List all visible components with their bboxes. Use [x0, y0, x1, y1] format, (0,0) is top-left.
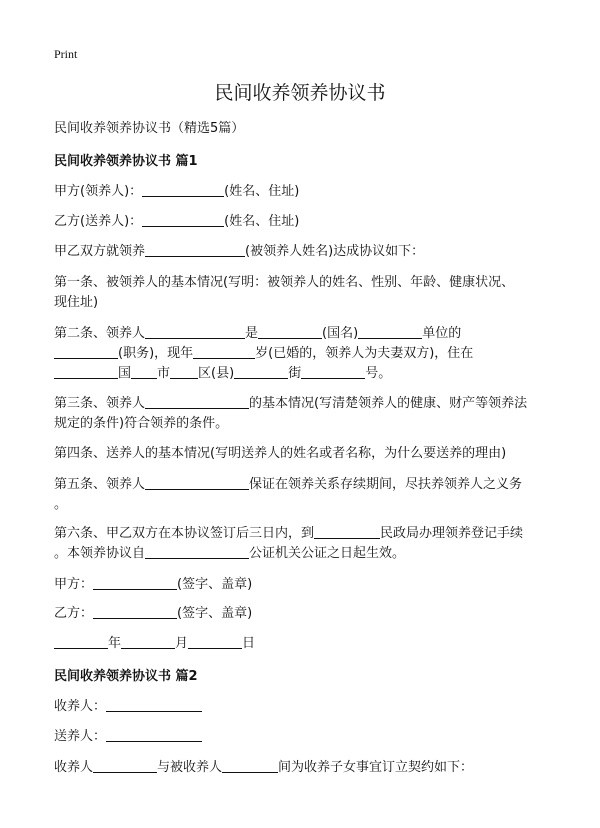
adopter-blank: [106, 696, 202, 712]
party-b-label: 乙方(送养人)：: [54, 214, 143, 229]
intro-line: [54, 241, 424, 263]
article2-blank-1: [145, 323, 245, 339]
date-line: [54, 633, 255, 655]
article6-line2: [54, 543, 405, 565]
article6-text-3: 。本领养协议自: [54, 546, 146, 561]
sender-label: 送养人：: [54, 729, 107, 744]
article5-text-2: 保证在领养关系存续期间，尽扶养领养人之义务: [249, 477, 523, 492]
article5-line1: [54, 474, 522, 496]
signature-b-line: [54, 603, 252, 625]
section2-intro-line: [54, 757, 473, 779]
article6-blank-2: [145, 543, 249, 559]
article2-blank-8: [170, 363, 198, 379]
signature-a-suffix: (签字、盖章): [177, 577, 253, 592]
article3-line2: 规定的条件)符合领养的条件。: [54, 416, 229, 431]
party-a-label: 甲方(领养人)：: [54, 184, 143, 199]
section2-intro-text-2: 与被收养人: [157, 760, 223, 775]
article2-line1: [54, 323, 461, 345]
article5-blank: [145, 474, 249, 490]
article2-text-6: 岁(已婚的，领养人为夫妻双方)，住在: [255, 346, 474, 361]
article2-blank-2: [258, 323, 322, 339]
section2-heading: 民间收养领养协议书 篇2: [54, 669, 198, 684]
article2-blank-4: [54, 343, 118, 359]
adopter-label: 收养人：: [54, 699, 107, 714]
article2-text-5: (职务)，现年: [118, 346, 194, 361]
signature-a-line: [54, 574, 252, 596]
day-label: 日: [242, 636, 256, 651]
intro-prefix: 甲乙双方就领养: [54, 244, 146, 259]
article2-line2: [54, 343, 473, 365]
party-a-suffix: (姓名、住址): [224, 184, 300, 199]
section2-intro-blank-1: [93, 757, 157, 773]
article5-line2: 。: [54, 497, 68, 512]
article4-line: 第四条、送养人的基本情况(写明送养人的姓名或者名称，为什么要送养的理由): [54, 446, 507, 461]
article2-text-3: (国名): [322, 326, 359, 341]
section1-heading: 民间收养领养协议书 篇1: [54, 154, 198, 169]
article6-text-1: 第六条、甲乙双方在本协议签订后三日内，到: [54, 526, 315, 541]
article3-text-2: 的基本情况(写清楚领养人的健康、财产等领养法: [249, 396, 528, 411]
year-blank: [54, 633, 108, 649]
sender-blank: [106, 726, 202, 742]
article2-text-9: 区(县): [198, 366, 235, 381]
signature-b-label: 乙方：: [54, 606, 94, 621]
article2-blank-9: [234, 363, 288, 379]
article2-blank-5: [193, 343, 255, 359]
document-subtitle: 民间收养领养协议书（精选5篇）: [54, 121, 245, 136]
article3-text-1: 第三条、领养人: [54, 396, 146, 411]
party-b-suffix: (姓名、住址): [224, 214, 300, 229]
article2-blank-7: [131, 363, 157, 379]
article2-text-4: 单位的: [422, 326, 462, 341]
sender-line: [54, 726, 202, 748]
article1-line2: 现住址): [54, 295, 99, 310]
article2-text-1: 第二条、领养人: [54, 326, 146, 341]
signature-b-suffix: (签字、盖章): [177, 606, 253, 621]
party-a-blank: [142, 181, 224, 197]
party-a-line: [54, 181, 299, 203]
article2-text-8: 市: [157, 366, 171, 381]
article6-blank-1: [314, 523, 380, 539]
intro-blank: [145, 241, 245, 257]
article3-blank: [145, 393, 249, 409]
month-blank: [121, 633, 175, 649]
article2-blank-3: [358, 323, 422, 339]
article2-blank-6: [54, 363, 118, 379]
article2-blank-10: [301, 363, 365, 379]
article2-text-7: 国: [118, 366, 132, 381]
section2-intro-text-3: 间为收养子女事宜订立契约如下：: [278, 760, 474, 775]
signature-a-label: 甲方：: [54, 577, 94, 592]
signature-b-blank: [93, 603, 177, 619]
section2-intro-blank-2: [222, 757, 278, 773]
adopter-line: [54, 696, 202, 718]
month-label: 月: [175, 636, 189, 651]
article2-text-11: 号。: [365, 366, 392, 381]
year-label: 年: [108, 636, 122, 651]
article2-line3: [54, 363, 391, 385]
document-title: 民间收养领养协议书: [214, 82, 386, 104]
party-b-blank: [142, 211, 224, 227]
party-b-line: [54, 211, 299, 233]
article6-text-4: 公证机关公证之日起生效。: [249, 546, 406, 561]
day-blank: [188, 633, 242, 649]
article2-text-2: 是: [245, 326, 259, 341]
article6-text-2: 民政局办理领养登记手续: [380, 526, 524, 541]
signature-a-blank: [93, 574, 177, 590]
article1-line1: 第一条、被领养人的基本情况(写明：被领养人的姓名、性别、年龄、健康状况、: [54, 275, 515, 290]
print-label: Print: [54, 47, 78, 61]
section2-intro-text-1: 收养人: [54, 760, 94, 775]
article2-text-10: 街: [288, 366, 302, 381]
article3-line1: [54, 393, 527, 415]
article6-line1: [54, 523, 523, 545]
article5-text-1: 第五条、领养人: [54, 477, 146, 492]
intro-suffix: (被领养人姓名)达成协议如下：: [245, 244, 425, 259]
